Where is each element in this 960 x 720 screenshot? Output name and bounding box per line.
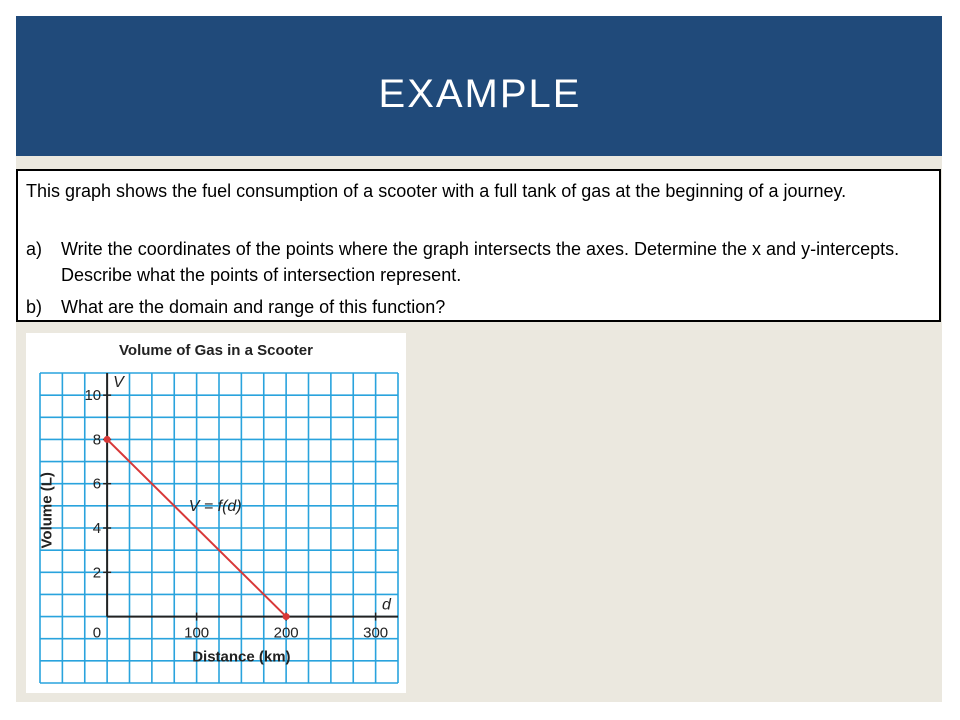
x-tick-label: 200 (273, 624, 299, 642)
x-tick-label: 100 (184, 624, 210, 642)
y-tick-label: 4 (92, 520, 102, 537)
intro-text: This graph shows the fuel consumption of a scooter with a full tank of gas at the beginning of a journey. (26, 181, 847, 201)
data-point (283, 613, 290, 620)
y-tick-label: 6 (92, 475, 102, 493)
x-axis-title: Distance (km) (192, 648, 291, 666)
data-point (104, 436, 111, 443)
y-tick-label: 10 (84, 387, 102, 405)
y-axis-title: Volume (L) (38, 472, 56, 549)
question-box (16, 169, 941, 322)
slide-title: EXAMPLE (378, 72, 582, 116)
chart-title: Volume of Gas in a Scooter (119, 342, 313, 359)
fuel-chart (26, 333, 406, 693)
chart-panel (26, 333, 406, 693)
question-b-text: What are the domain and range of this function? (61, 297, 446, 317)
question-b-label: b) (26, 297, 43, 317)
y-tick-label: 8 (92, 431, 102, 449)
question-a-text: Write the coordinates of the points where the graph intersects the axes. Determine the x and y-intercepts. Describe what the points of intersection represent. (61, 239, 900, 285)
origin-label: 0 (92, 624, 102, 642)
y-axis-variable: V (113, 374, 124, 391)
series-label: V = f(d) (188, 497, 242, 515)
question-a-label: a) (26, 239, 43, 259)
x-axis-variable: d (382, 596, 391, 614)
x-tick-label: 300 (363, 624, 389, 642)
y-tick-label: 2 (92, 564, 102, 582)
